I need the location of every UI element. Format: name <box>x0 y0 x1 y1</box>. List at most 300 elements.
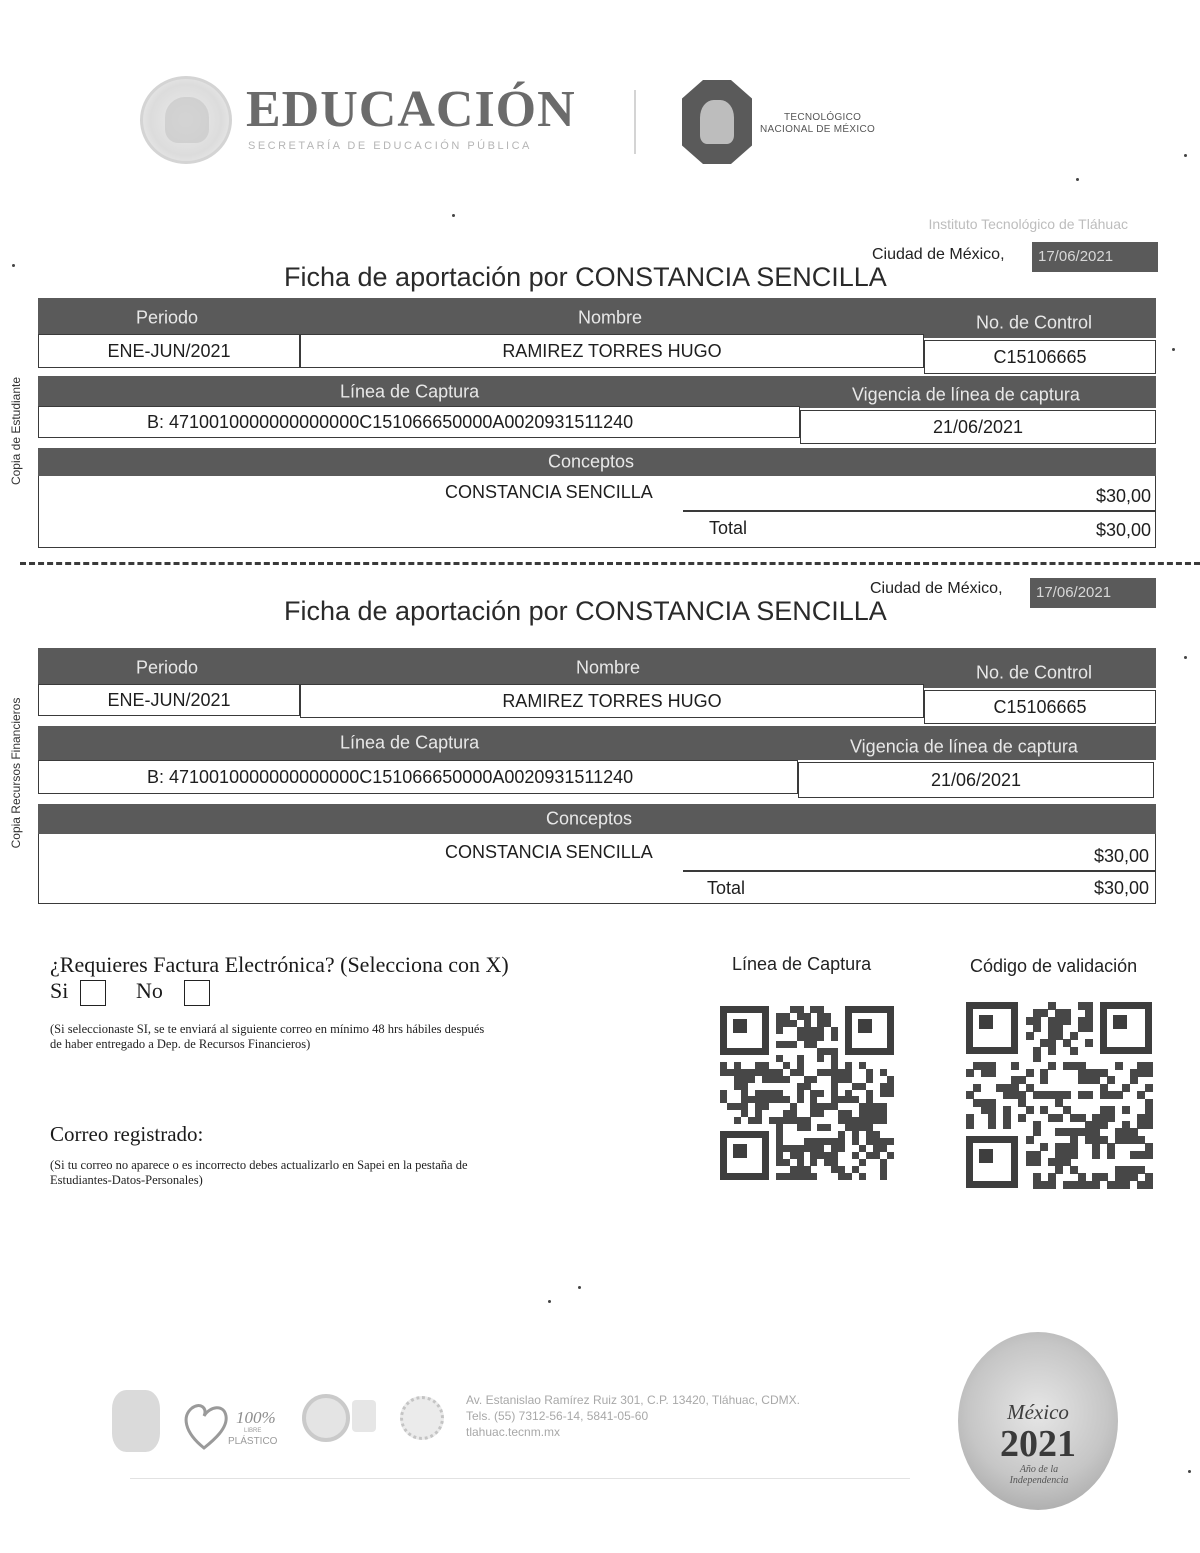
ficha-table <box>38 298 1156 550</box>
issue-date: 17/06/2021 <box>1032 242 1158 272</box>
qr-module <box>790 1069 797 1076</box>
qr-captura-title: Línea de Captura <box>732 954 872 974</box>
qr-module <box>755 1096 762 1103</box>
qr-module <box>776 1027 783 1034</box>
concepto-name: CONSTANCIA SENCILLA <box>445 482 653 502</box>
qr-module <box>1040 1076 1048 1084</box>
qr-module <box>973 1084 981 1092</box>
total-rule <box>683 870 1155 872</box>
qr-module <box>797 1090 804 1097</box>
sep-seal-logo <box>140 76 232 164</box>
no-checkbox[interactable] <box>184 980 210 1006</box>
qr-module <box>1122 1181 1130 1189</box>
qr-module <box>988 1121 996 1129</box>
qr-module <box>769 1096 776 1103</box>
qr-module <box>797 1159 804 1166</box>
qr-module <box>1145 1084 1153 1092</box>
qr-module <box>741 1103 748 1110</box>
qr-module <box>866 1069 873 1076</box>
phones-line: Tels. (55) 7312-56-14, 5841-05-60 <box>466 1409 649 1423</box>
factura-note <box>50 1022 484 1052</box>
seal-motto <box>984 1464 1094 1486</box>
si-label: Si <box>50 978 69 1003</box>
qr-module <box>824 1103 831 1110</box>
header-band-periodo <box>38 648 1156 688</box>
qr-finder-pattern <box>720 1131 769 1180</box>
qr-module <box>838 1131 845 1138</box>
scan-speck <box>452 214 455 217</box>
city-label: Ciudad de México, <box>872 246 1005 263</box>
qr-module <box>1115 1091 1123 1099</box>
concepts-box <box>38 834 1156 904</box>
qr-module <box>1145 1121 1153 1129</box>
qr-module <box>776 1124 783 1131</box>
qr-module <box>769 1069 776 1076</box>
qr-module <box>783 1110 790 1117</box>
qr-module <box>1070 1151 1078 1159</box>
qr-module <box>831 1027 838 1034</box>
qr-module <box>776 1020 783 1027</box>
qr-module <box>762 1069 769 1076</box>
qr-module <box>783 1173 790 1180</box>
nombre-header: Nombre <box>578 307 643 328</box>
qr-module <box>1063 1091 1071 1099</box>
scan-speck <box>1184 656 1187 659</box>
scan-speck <box>578 1286 581 1289</box>
qr-module <box>1026 1032 1034 1040</box>
periodo-header: Periodo <box>136 657 199 678</box>
qr-module <box>727 1069 734 1076</box>
correo-note <box>50 1158 468 1188</box>
control-header: No. de Control <box>976 312 1093 333</box>
cut-line <box>20 562 1200 565</box>
vigencia-value: 21/06/2021 <box>800 410 1156 444</box>
qr-module <box>741 1083 748 1090</box>
qr-module <box>880 1090 887 1097</box>
qr-module <box>804 1020 811 1027</box>
qr-module <box>1085 1091 1093 1099</box>
qr-module <box>859 1159 866 1166</box>
qr-module <box>810 1034 817 1041</box>
seal-year: 2021 <box>1000 1423 1076 1465</box>
periodo-value: ENE-JUN/2021 <box>38 334 300 368</box>
qr-module <box>1145 1181 1153 1189</box>
qr-module <box>804 1034 811 1041</box>
qr-module <box>1055 1114 1063 1122</box>
correo-note-line1: (Si tu correo no aparece o es incorrecto debes actualizarlo en Sapei en la pestaña de <box>50 1158 468 1172</box>
qr-module <box>845 1062 852 1069</box>
qr-module <box>755 1117 762 1124</box>
side-label-student-copy: Copia de Estudiante <box>9 376 23 486</box>
qr-module <box>1070 1032 1078 1040</box>
qr-module <box>966 1069 974 1077</box>
qr-module <box>838 1145 845 1152</box>
scan-speck <box>1184 154 1187 157</box>
qr-module <box>769 1090 776 1097</box>
tecnm-name-line1: TECNOLÓGICO <box>784 112 862 123</box>
side-label-finance-copy: Copia Recursos Financieros <box>9 697 23 849</box>
qr-module <box>741 1110 748 1117</box>
qr-module <box>804 1145 811 1152</box>
tecnm-name-line2: NACIONAL DE MÉXICO <box>760 124 876 135</box>
qr-module <box>797 1173 804 1180</box>
qr-module <box>720 1069 727 1076</box>
institute-name: Instituto Tecnológico de Tláhuac <box>928 216 1128 232</box>
ministry-subtitle: SECRETARÍA DE EDUCACIÓN PÚBLICA <box>248 140 532 152</box>
qr-module <box>824 1159 831 1166</box>
qr-module <box>966 1121 974 1129</box>
captura-header: Línea de Captura <box>340 381 480 402</box>
qr-module <box>817 1124 824 1131</box>
qr-module <box>824 1048 831 1055</box>
qr-module <box>859 1124 866 1131</box>
qr-module <box>831 1166 838 1173</box>
qr-module <box>880 1145 887 1152</box>
scan-speck <box>1076 178 1079 181</box>
qr-module <box>776 1013 783 1020</box>
concepto-amount: $30,00 <box>1093 846 1149 866</box>
qr-module <box>790 1173 797 1180</box>
qr-module <box>790 1041 797 1048</box>
qr-module <box>804 1173 811 1180</box>
qr-module <box>755 1090 762 1097</box>
qr-module <box>845 1117 852 1124</box>
qr-module <box>734 1117 741 1124</box>
qr-module <box>852 1096 859 1103</box>
qr-module <box>804 1083 811 1090</box>
qr-module <box>790 1166 797 1173</box>
scan-speck <box>12 264 15 267</box>
tecnm-name <box>760 112 875 136</box>
qr-module <box>755 1069 762 1076</box>
qr-module <box>852 1117 859 1124</box>
footer-rule <box>130 1478 910 1479</box>
qr-module <box>1063 1017 1071 1025</box>
qr-module <box>887 1083 894 1090</box>
qr-module <box>1107 1076 1115 1084</box>
qr-module <box>797 1034 804 1041</box>
factura-question: ¿Requieres Factura Electrónica? (Selecciona con X) <box>50 952 509 977</box>
header-band-periodo <box>38 298 1156 338</box>
qr-module <box>859 1145 866 1152</box>
qr-module <box>1040 1143 1048 1151</box>
qr-module <box>776 1138 783 1145</box>
qr-module <box>797 1117 804 1124</box>
qr-module <box>783 1041 790 1048</box>
qr-module <box>776 1145 783 1152</box>
qr-module <box>831 1090 838 1097</box>
qr-module <box>887 1138 894 1145</box>
qr-module <box>1033 1158 1041 1166</box>
qr-module <box>748 1096 755 1103</box>
qr-module <box>873 1152 880 1159</box>
qr-module <box>1092 1151 1100 1159</box>
quality-seal-icon <box>400 1396 444 1440</box>
qr-module <box>734 1103 741 1110</box>
qr-module <box>852 1131 859 1138</box>
cdmx-emblem-icon <box>112 1390 160 1452</box>
qr-module <box>1003 1121 1011 1129</box>
qr-module <box>824 1124 831 1131</box>
nombre-header: Nombre <box>576 657 641 678</box>
qr-module <box>852 1166 859 1173</box>
qr-module <box>845 1173 852 1180</box>
qr-module <box>734 1069 741 1076</box>
qr-module <box>797 1013 804 1020</box>
qr-module <box>1033 1024 1041 1032</box>
qr-module <box>1048 1047 1056 1055</box>
qr-module <box>831 1055 838 1062</box>
qr-module <box>1048 1181 1056 1189</box>
qr-module <box>755 1103 762 1110</box>
qr-module <box>810 1103 817 1110</box>
qr-module <box>776 1076 783 1083</box>
qr-module <box>776 1090 783 1097</box>
qr-module <box>859 1173 866 1180</box>
qr-module <box>873 1117 880 1124</box>
qr-module <box>824 1138 831 1145</box>
qr-module <box>845 1096 852 1103</box>
qr-module <box>804 1138 811 1145</box>
vigencia-value: 21/06/2021 <box>798 762 1154 798</box>
qr-module <box>831 1159 838 1166</box>
qr-module <box>1107 1151 1115 1159</box>
header-band-captura <box>38 726 1156 760</box>
qr-module <box>797 1069 804 1076</box>
footer-address <box>466 1392 800 1440</box>
qr-module <box>831 1076 838 1083</box>
qr-module <box>1018 1114 1026 1122</box>
linea-captura-value: B: 4710010000000000000C151066650000A0020931511240 <box>38 760 798 794</box>
si-checkbox[interactable] <box>80 980 106 1006</box>
scan-speck <box>548 1300 551 1303</box>
qr-module <box>1048 1062 1056 1070</box>
qr-module <box>810 1076 817 1083</box>
qr-module <box>797 1166 804 1173</box>
qr-module <box>797 1124 804 1131</box>
qr-module <box>838 1076 845 1083</box>
qr-module <box>797 1145 804 1152</box>
qr-module <box>776 1055 783 1062</box>
qr-module <box>859 1103 866 1110</box>
qr-module <box>817 1090 824 1097</box>
scan-speck <box>1188 1470 1191 1473</box>
qr-module <box>817 1110 824 1117</box>
qr-module <box>734 1062 741 1069</box>
qr-module <box>776 1096 783 1103</box>
qr-module <box>804 1041 811 1048</box>
qr-finder-pattern <box>845 1006 894 1055</box>
header-band-conceptos <box>38 804 1156 834</box>
qr-module <box>790 1152 797 1159</box>
website-link[interactable]: tlahuac.tecnm.mx <box>466 1425 561 1439</box>
control-header: No. de Control <box>976 662 1093 683</box>
qr-finder-pattern <box>1100 1002 1152 1054</box>
ficha-title: Ficha de aportación por CONSTANCIA SENCILLA <box>284 262 887 292</box>
qr-module <box>831 1096 838 1103</box>
iso-badge-icon <box>352 1400 376 1432</box>
qr-module <box>824 1020 831 1027</box>
ficha-table <box>38 648 1156 904</box>
qr-finder-pattern <box>966 1002 1018 1054</box>
qr-module <box>824 1013 831 1020</box>
qr-module <box>1055 1166 1063 1174</box>
nombre-value: RAMIREZ TORRES HUGO <box>300 684 924 718</box>
qr-module <box>880 1159 887 1166</box>
qr-module <box>866 1117 873 1124</box>
total-amount: $30,00 <box>1093 878 1149 898</box>
qr-module <box>783 1145 790 1152</box>
qr-module <box>880 1138 887 1145</box>
qr-module <box>824 1152 831 1159</box>
qr-module <box>783 1096 790 1103</box>
qr-module <box>755 1062 762 1069</box>
concepts-box <box>38 476 1156 548</box>
qr-module <box>790 1145 797 1152</box>
nombre-value: RAMIREZ TORRES HUGO <box>300 334 924 368</box>
total-rule <box>683 510 1155 512</box>
qr-module <box>776 1117 783 1124</box>
qr-module <box>845 1110 852 1117</box>
qr-module <box>845 1090 852 1097</box>
qr-module <box>831 1069 838 1076</box>
correo-label: Correo registrado: <box>50 1122 204 1146</box>
qr-module <box>810 1096 817 1103</box>
qr-module <box>838 1173 845 1180</box>
qr-module <box>790 1020 797 1027</box>
qr-module <box>845 1124 852 1131</box>
qr-module <box>797 1006 804 1013</box>
qr-module <box>734 1076 741 1083</box>
qr-module <box>831 1034 838 1041</box>
qr-module <box>866 1090 873 1097</box>
qr-module <box>838 1166 845 1173</box>
qr-module <box>810 1173 817 1180</box>
qr-module <box>783 1159 790 1166</box>
total-label: Total <box>707 878 746 898</box>
qr-module <box>887 1076 894 1083</box>
qr-module <box>880 1069 887 1076</box>
qr-module <box>831 1048 838 1055</box>
qr-module <box>880 1103 887 1110</box>
qr-module <box>852 1152 859 1159</box>
header-band-captura <box>38 376 1156 408</box>
qr-module <box>1100 1121 1108 1129</box>
qr-module <box>831 1138 838 1145</box>
qr-module <box>824 1069 831 1076</box>
qr-module <box>880 1083 887 1090</box>
qr-module <box>762 1096 769 1103</box>
total-label: Total <box>709 518 748 538</box>
qr-module <box>804 1166 811 1173</box>
qr-validacion-title: Código de validación <box>970 956 1138 976</box>
qr-module <box>804 1027 811 1034</box>
qr-module <box>748 1069 755 1076</box>
issue-date: 17/06/2021 <box>1030 578 1156 608</box>
control-value: C15106665 <box>924 340 1156 374</box>
qr-module <box>852 1083 859 1090</box>
qr-module <box>762 1090 769 1097</box>
qr-finder-pattern <box>720 1006 769 1055</box>
qr-module <box>866 1152 873 1159</box>
qr-module <box>804 1124 811 1131</box>
qr-module <box>817 1027 824 1034</box>
qr-module <box>748 1117 755 1124</box>
address-line: Av. Estanislao Ramírez Ruiz 301, C.P. 13420, Tláhuac, CDMX. <box>466 1393 800 1407</box>
qr-module <box>866 1131 873 1138</box>
qr-module <box>748 1076 755 1083</box>
tecnm-logo <box>682 80 752 164</box>
qr-module <box>831 1152 838 1159</box>
qr-module <box>797 1083 804 1090</box>
qr-module <box>783 1013 790 1020</box>
certification-seal-icon <box>302 1394 350 1442</box>
qr-module <box>1145 1151 1153 1159</box>
linea-captura-value: B: 4710010000000000000C151066650000A0020931511240 <box>38 406 800 438</box>
qr-module <box>762 1103 769 1110</box>
qr-module <box>845 1076 852 1083</box>
factura-note-line2: de haber entregado a Dep. de Recursos Financieros) <box>50 1037 311 1051</box>
qr-module <box>866 1124 873 1131</box>
qr-finder-pattern <box>966 1136 1018 1188</box>
ministry-wordmark: EDUCACIÓN <box>246 81 576 138</box>
qr-module <box>817 1055 824 1062</box>
qr-module <box>804 1076 811 1083</box>
qr-module <box>817 1034 824 1041</box>
qr-module <box>810 1145 817 1152</box>
ficha-title: Ficha de aportación por CONSTANCIA SENCILLA <box>284 596 887 626</box>
qr-module <box>873 1103 880 1110</box>
qr-module <box>817 1048 824 1055</box>
qr-module <box>817 1152 824 1159</box>
qr-module <box>790 1006 797 1013</box>
qr-module <box>852 1124 859 1131</box>
qr-module <box>817 1069 824 1076</box>
control-value: C15106665 <box>924 690 1156 724</box>
plastic-word: PLÁSTICO <box>228 1436 278 1447</box>
qr-module <box>783 1062 790 1069</box>
qr-module <box>810 1090 817 1097</box>
qr-module <box>1011 1062 1019 1070</box>
qr-module <box>873 1138 880 1145</box>
qr-module <box>790 1110 797 1117</box>
qr-module <box>804 1013 811 1020</box>
qr-module <box>810 1027 817 1034</box>
periodo-header: Periodo <box>136 307 199 328</box>
qr-module <box>866 1138 873 1145</box>
no-label: No <box>136 978 163 1003</box>
total-amount: $30,00 <box>1095 520 1151 540</box>
qr-module <box>741 1090 748 1097</box>
plastic-libre: LIBRE <box>244 1428 262 1434</box>
qr-module <box>866 1076 873 1083</box>
qr-module <box>810 1138 817 1145</box>
qr-module <box>810 1006 817 1013</box>
qr-module <box>804 1117 811 1124</box>
qr-module <box>880 1173 887 1180</box>
qr-module <box>866 1103 873 1110</box>
qr-module <box>880 1110 887 1117</box>
plastic-free-heart-icon <box>180 1398 284 1454</box>
qr-module <box>741 1069 748 1076</box>
qr-module <box>873 1145 880 1152</box>
qr-module <box>831 1145 838 1152</box>
qr-module <box>720 1096 727 1103</box>
city-label: Ciudad de México, <box>870 580 1003 597</box>
qr-module <box>727 1103 734 1110</box>
qr-module <box>810 1152 817 1159</box>
qr-module <box>783 1076 790 1083</box>
